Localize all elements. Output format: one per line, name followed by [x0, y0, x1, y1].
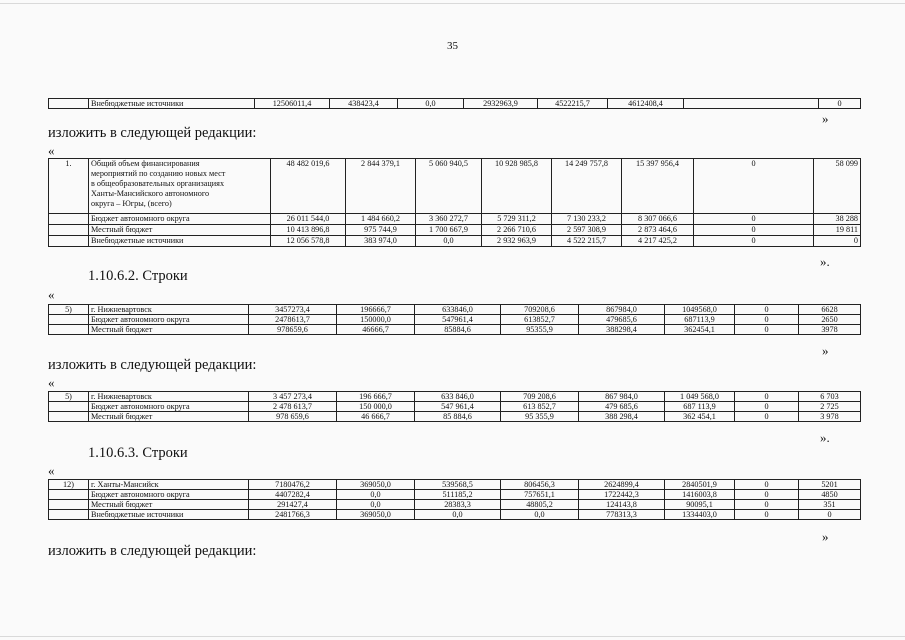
- table-cell: 867984,0: [579, 305, 665, 315]
- table-cell: 0,0: [337, 490, 415, 500]
- phrase-edit: изложить в следующей редакции:: [48, 543, 257, 559]
- table-cell: 150000,0: [337, 315, 415, 325]
- table-cell: 0,0: [398, 99, 464, 109]
- table-row: [49, 480, 861, 490]
- table-cell: 4850: [799, 490, 861, 500]
- block3-table: [48, 391, 861, 422]
- table-cell: 0: [735, 325, 799, 335]
- table-row: [49, 325, 861, 335]
- table-cell: [49, 500, 89, 510]
- phrase-edit: изложить в следующей редакции:: [48, 357, 257, 373]
- row-number: 12): [49, 480, 89, 490]
- table-cell: 369050,0: [337, 480, 415, 490]
- block2-table: [48, 304, 861, 335]
- table-row: [49, 99, 861, 109]
- table-cell: 124143,8: [579, 500, 665, 510]
- row-number: 5): [49, 305, 89, 315]
- quote-close-dot: ».: [820, 254, 830, 269]
- table-row: [49, 490, 861, 500]
- table-cell: 28383,3: [415, 500, 501, 510]
- table-cell: 351: [799, 500, 861, 510]
- table-cell: 0: [735, 402, 799, 412]
- table-cell: 1 484 660,2: [346, 214, 416, 225]
- table-cell: 2840501,9: [665, 480, 735, 490]
- table-cell: [49, 225, 89, 236]
- table-cell: 0: [735, 392, 799, 402]
- table-cell: 6 703: [799, 392, 861, 402]
- table-cell: 48 482 019,6: [271, 159, 346, 214]
- table-cell: 613 852,7: [501, 402, 579, 412]
- table-cell: 5 729 311,2: [482, 214, 552, 225]
- table-cell: 975 744,9: [346, 225, 416, 236]
- heading-1-10-6-3: 1.10.6.3. Строки: [88, 445, 188, 461]
- table-cell: 2650: [799, 315, 861, 325]
- table-cell: 2624899,4: [579, 480, 665, 490]
- table-row: [49, 159, 861, 214]
- table-cell: 3 978: [799, 412, 861, 422]
- table-cell: [49, 490, 89, 500]
- table-cell: 2 597 308,9: [552, 225, 622, 236]
- table-cell: 0: [735, 510, 799, 520]
- table-cell: 2 932 963,9: [482, 236, 552, 247]
- table-cell: 2 478 613,7: [249, 402, 337, 412]
- table-cell: 3 360 272,7: [416, 214, 482, 225]
- table-cell: 757651,1: [501, 490, 579, 500]
- table-cell: 1416003,8: [665, 490, 735, 500]
- table-cell: 46 666,7: [337, 412, 415, 422]
- table-cell: 95 355,9: [501, 412, 579, 422]
- table-cell: 38 288: [814, 214, 861, 225]
- table-cell: 2481766,3: [249, 510, 337, 520]
- table-cell: 0,0: [501, 510, 579, 520]
- table-cell: 0: [694, 236, 814, 247]
- table-cell: [49, 325, 89, 335]
- quote-close: »: [822, 343, 829, 358]
- table-cell: 0: [735, 412, 799, 422]
- table-cell: [684, 99, 819, 109]
- table-cell: 2932963,9: [464, 99, 538, 109]
- table-cell: 1 700 667,9: [416, 225, 482, 236]
- row-label: [89, 159, 271, 214]
- row-label: Бюджет автономного округа: [89, 214, 271, 225]
- table-cell: 58 099: [814, 159, 861, 214]
- table-cell: 0: [799, 510, 861, 520]
- table-cell: 2 844 379,1: [346, 159, 416, 214]
- page-number: 35: [447, 40, 458, 52]
- table-cell: 6628: [799, 305, 861, 315]
- table-cell: 369050,0: [337, 510, 415, 520]
- table-cell: 1 049 568,0: [665, 392, 735, 402]
- table-cell: 0: [694, 159, 814, 214]
- table-cell: 1049568,0: [665, 305, 735, 315]
- table-cell: 687 113,9: [665, 402, 735, 412]
- table-cell: 95355,9: [501, 325, 579, 335]
- table-row: [49, 225, 861, 236]
- row-number: 1.: [49, 159, 89, 214]
- table-cell: 1334403,0: [665, 510, 735, 520]
- row-label: Внебюджетные источники: [89, 510, 249, 520]
- table-cell: 687113,9: [665, 315, 735, 325]
- table-row: [49, 214, 861, 225]
- table-cell: 0: [735, 480, 799, 490]
- table-cell: 7 130 233,2: [552, 214, 622, 225]
- row-label: Внебюджетные источники: [89, 99, 255, 109]
- table-cell: [49, 402, 89, 412]
- table-cell: 3457273,4: [249, 305, 337, 315]
- phrase-edit: изложить в следующей редакции:: [48, 125, 257, 141]
- table-row: [49, 392, 861, 402]
- table-cell: 14 249 757,8: [552, 159, 622, 214]
- quote-open: «: [48, 463, 55, 478]
- table-cell: 150 000,0: [337, 402, 415, 412]
- table-cell: 388 298,4: [579, 412, 665, 422]
- table-cell: [49, 99, 89, 109]
- table-cell: 613852,7: [501, 315, 579, 325]
- table-cell: 0,0: [337, 500, 415, 510]
- top-partial-table: [48, 98, 861, 109]
- row-label: г. Ханты-Мансийск: [89, 480, 249, 490]
- table-row: [49, 236, 861, 247]
- table-cell: 3978: [799, 325, 861, 335]
- table-cell: 0: [735, 500, 799, 510]
- row-label: Бюджет автономного округа: [89, 490, 249, 500]
- table-cell: 778313,3: [579, 510, 665, 520]
- row-label: Местный бюджет: [89, 325, 249, 335]
- table-cell: 3 457 273,4: [249, 392, 337, 402]
- row-label: Местный бюджет: [89, 225, 271, 236]
- table-cell: 0: [735, 315, 799, 325]
- label-line: мероприятий по созданию новых мест: [91, 169, 226, 178]
- table-cell: 4407282,4: [249, 490, 337, 500]
- label-line: Общий объем финансирования: [91, 159, 200, 168]
- label-line: в общеобразовательных организациях: [91, 179, 225, 188]
- table-row: [49, 412, 861, 422]
- table-cell: 0: [814, 236, 861, 247]
- table-cell: 709 208,6: [501, 392, 579, 402]
- table-row: [49, 500, 861, 510]
- label-line: Ханты-Мансийского автономного: [91, 189, 210, 198]
- table-cell: 4 217 425,2: [622, 236, 694, 247]
- table-cell: 12 056 578,8: [271, 236, 346, 247]
- table-row: [49, 305, 861, 315]
- table-cell: 4522215,7: [538, 99, 608, 109]
- table-cell: 511185,2: [415, 490, 501, 500]
- table-cell: 0,0: [415, 510, 501, 520]
- quote-open: «: [48, 375, 55, 390]
- table-cell: 362 454,1: [665, 412, 735, 422]
- table-cell: 479685,6: [579, 315, 665, 325]
- scan-line-bottom: [0, 636, 905, 637]
- table-cell: 633 846,0: [415, 392, 501, 402]
- table-cell: 46666,7: [337, 325, 415, 335]
- table-cell: 0: [694, 225, 814, 236]
- block4-table: [48, 479, 861, 520]
- table-cell: 479 685,6: [579, 402, 665, 412]
- table-cell: 12506011,4: [255, 99, 330, 109]
- table-cell: 633846,0: [415, 305, 501, 315]
- table-cell: 5201: [799, 480, 861, 490]
- table-cell: 0: [735, 490, 799, 500]
- table-cell: 0: [694, 214, 814, 225]
- table-cell: [49, 315, 89, 325]
- table-cell: 196666,7: [337, 305, 415, 315]
- block1-table: [48, 158, 861, 247]
- table-cell: 547961,4: [415, 315, 501, 325]
- table-cell: 867 984,0: [579, 392, 665, 402]
- table-cell: 5 060 940,5: [416, 159, 482, 214]
- row-label: Бюджет автономного округа: [89, 402, 249, 412]
- table-cell: 1722442,3: [579, 490, 665, 500]
- quote-open: «: [48, 287, 55, 302]
- row-label: Местный бюджет: [89, 412, 249, 422]
- quote-open: «: [48, 143, 55, 158]
- table-cell: 2478613,7: [249, 315, 337, 325]
- table-cell: [49, 510, 89, 520]
- table-cell: 26 011 544,0: [271, 214, 346, 225]
- table-cell: 2 873 464,6: [622, 225, 694, 236]
- table-cell: 196 666,7: [337, 392, 415, 402]
- table-cell: 0: [819, 99, 861, 109]
- table-cell: 48805,2: [501, 500, 579, 510]
- table-cell: 388298,4: [579, 325, 665, 335]
- table-cell: 438423,4: [330, 99, 398, 109]
- table-cell: 383 974,0: [346, 236, 416, 247]
- table-cell: 8 307 066,6: [622, 214, 694, 225]
- table-cell: 19 811: [814, 225, 861, 236]
- row-label: г. Нижневартовск: [89, 305, 249, 315]
- label-line: округа – Югры, (всего): [91, 199, 172, 208]
- table-cell: 85 884,6: [415, 412, 501, 422]
- table-row: [49, 315, 861, 325]
- row-label: Местный бюджет: [89, 500, 249, 510]
- table-cell: [49, 236, 89, 247]
- quote-close: »: [822, 111, 829, 126]
- table-cell: 547 961,4: [415, 402, 501, 412]
- table-cell: 539568,5: [415, 480, 501, 490]
- table-cell: 2 266 710,6: [482, 225, 552, 236]
- table-cell: 291427,4: [249, 500, 337, 510]
- table-cell: [49, 214, 89, 225]
- table-cell: 0: [735, 305, 799, 315]
- table-cell: 709208,6: [501, 305, 579, 315]
- row-label: Бюджет автономного округа: [89, 315, 249, 325]
- table-cell: 978659,6: [249, 325, 337, 335]
- table-cell: 85884,6: [415, 325, 501, 335]
- row-number: 5): [49, 392, 89, 402]
- table-cell: 2 725: [799, 402, 861, 412]
- table-cell: 806456,3: [501, 480, 579, 490]
- table-cell: 15 397 956,4: [622, 159, 694, 214]
- scan-line-top: [0, 3, 905, 4]
- table-cell: [49, 412, 89, 422]
- table-cell: 0,0: [416, 236, 482, 247]
- table-cell: 10 413 896,8: [271, 225, 346, 236]
- quote-close: »: [822, 529, 829, 544]
- table-cell: 7180476,2: [249, 480, 337, 490]
- table-cell: 4 522 215,7: [552, 236, 622, 247]
- table-cell: 90095,1: [665, 500, 735, 510]
- quote-close-dot: ».: [820, 430, 830, 445]
- table-row: [49, 402, 861, 412]
- heading-1-10-6-2: 1.10.6.2. Строки: [88, 268, 188, 284]
- table-row: [49, 510, 861, 520]
- row-label: Внебюджетные источники: [89, 236, 271, 247]
- row-label: г. Нижневартовск: [89, 392, 249, 402]
- table-cell: 4612408,4: [608, 99, 684, 109]
- table-cell: 978 659,6: [249, 412, 337, 422]
- table-cell: 10 928 985,8: [482, 159, 552, 214]
- table-cell: 362454,1: [665, 325, 735, 335]
